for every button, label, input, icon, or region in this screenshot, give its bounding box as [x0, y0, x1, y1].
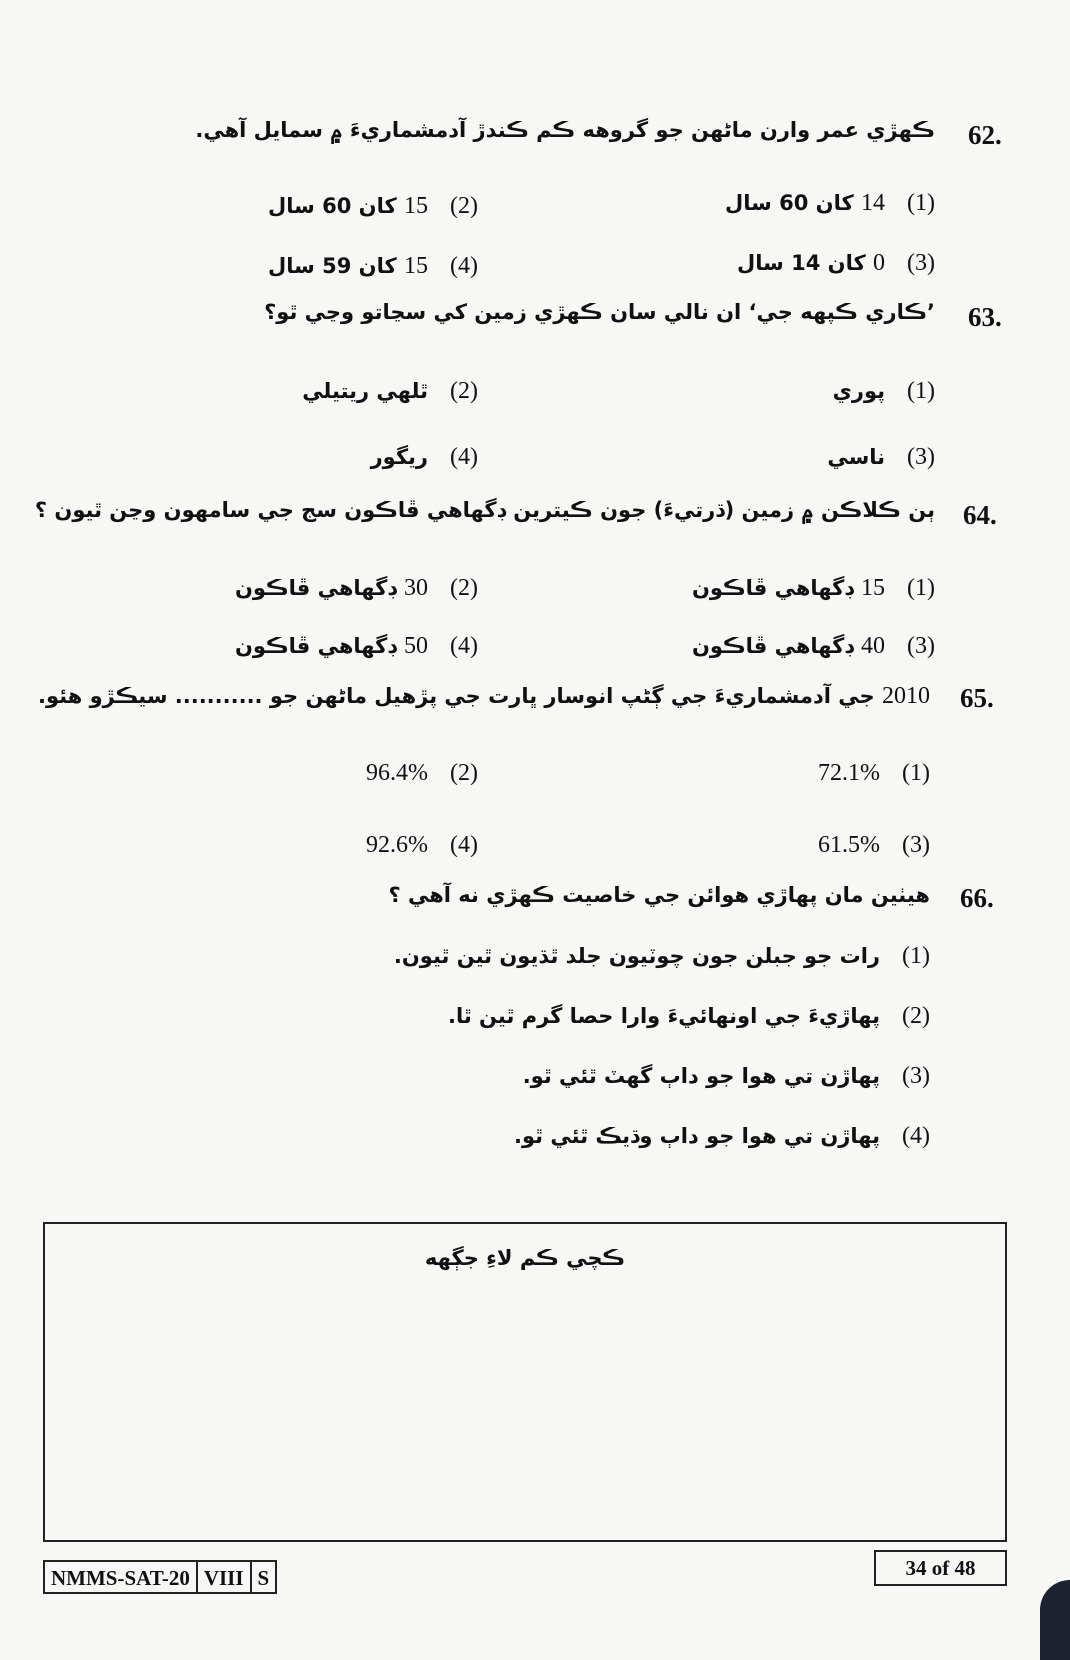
option-number: (1)	[907, 378, 935, 404]
option-number: (4)	[450, 832, 478, 858]
option-number: (1)	[902, 943, 930, 969]
option-text: 15 کان 60 سال	[268, 193, 429, 219]
binding-edge	[1040, 1580, 1070, 1660]
option-2[interactable]	[448, 1003, 930, 1030]
grade-label: VIII	[198, 1562, 252, 1592]
option-number: (4)	[450, 253, 478, 279]
option-text: پهاڙن تي هوا جو داٻ وڌيڪ ٿئي ٿو.	[514, 1124, 881, 1148]
option-text: 40 ڊگهاهي ڦاڪون	[691, 633, 886, 659]
question-number: 65.	[960, 683, 994, 713]
footer-exam-code	[43, 1560, 277, 1594]
option-4[interactable]	[366, 832, 478, 859]
question-number: 64.	[963, 500, 997, 530]
option-text: ناسي	[827, 445, 886, 469]
rough-work-box	[43, 1222, 1007, 1542]
option-number: (2)	[450, 575, 478, 601]
question-text: 2010 جي آدمشماريءَ جي ڳڻپ انوسار ڀارت جي پڙهيل ماڻهن جو ........... سيڪڙو هئو.	[38, 683, 930, 709]
option-2[interactable]	[235, 575, 478, 602]
option-1[interactable]	[818, 760, 930, 787]
option-number: (2)	[450, 193, 478, 219]
option-3[interactable]	[692, 633, 935, 660]
option-text: 15 کان 59 سال	[268, 253, 429, 279]
option-value: 92.6%	[366, 832, 429, 858]
option-value: 96.4%	[366, 760, 429, 786]
option-number: (2)	[902, 1003, 930, 1029]
option-4[interactable]	[514, 1123, 930, 1150]
option-number: (3)	[907, 250, 935, 276]
option-1[interactable]	[394, 943, 930, 970]
option-number: (3)	[907, 444, 935, 470]
option-number: (2)	[450, 378, 478, 404]
option-value: 72.1%	[818, 760, 881, 786]
option-2[interactable]	[366, 760, 478, 787]
question-text: ڪهڙي عمر وارن ماڻهن جو گروهه ڪم ڪندڙ آدمشماريءَ ۾ سمايل آهي.	[195, 118, 935, 142]
option-number: (4)	[450, 633, 478, 659]
question-number: 63.	[968, 302, 1002, 332]
option-1[interactable]	[833, 378, 935, 405]
option-text: رات جو جبلن جون چوٽيون جلد ٿڌيون ٿين ٿيون.	[393, 944, 881, 968]
option-text: 14 کان 60 سال	[725, 190, 886, 216]
option-text: 0 کان 14 سال	[737, 250, 886, 276]
option-text: ريگور	[370, 445, 429, 469]
option-number: (3)	[902, 1063, 930, 1089]
option-3[interactable]	[818, 832, 930, 859]
option-number: (1)	[907, 190, 935, 216]
option-number: (1)	[907, 575, 935, 601]
option-value: 61.5%	[818, 832, 881, 858]
option-2[interactable]	[302, 378, 478, 405]
option-number: (3)	[902, 832, 930, 858]
option-number: (4)	[902, 1123, 930, 1149]
rough-work-title: ڪچي ڪم لاءِ جڳهه	[424, 1246, 626, 1270]
option-3[interactable]	[737, 250, 935, 277]
option-text: پهاڙن تي هوا جو داٻ گهٽ ٿئي ٿو.	[522, 1064, 881, 1088]
option-number: (2)	[450, 760, 478, 786]
question-text: هيٺين مان پهاڙي هوائن جي خاصيت ڪهڙي نه آهي ؟	[388, 883, 930, 907]
option-1[interactable]	[692, 575, 935, 602]
option-number: (1)	[902, 760, 930, 786]
question-text: ’ڪاري ڪپهه جي‘ ان نالي سان ڪهڙي زمين کي سڃاتو وڃي ٿو؟	[264, 300, 935, 324]
question-number: 62.	[968, 120, 1002, 150]
option-text: 15 ڊگهاهي ڦاڪون	[691, 575, 886, 601]
option-3[interactable]	[523, 1063, 930, 1090]
option-2[interactable]	[268, 193, 478, 220]
option-3[interactable]	[827, 444, 935, 471]
option-text: 50 ڊگهاهي ڦاڪون	[234, 633, 429, 659]
page-number: 34 of 48	[874, 1550, 1007, 1586]
option-text: پهاڙيءَ جي اونهائيءَ وارا حصا گرم ٿين ٿا.	[447, 1004, 881, 1028]
option-4[interactable]	[371, 444, 478, 471]
option-text: ٿلهي ريتيلي	[302, 379, 429, 403]
option-text: پوري	[832, 379, 886, 403]
option-text: 30 ڊگهاهي ڦاڪون	[234, 575, 429, 601]
option-4[interactable]	[235, 633, 478, 660]
option-number: (3)	[907, 633, 935, 659]
option-1[interactable]	[725, 190, 935, 217]
question-text: ٻن ڪلاڪن ۾ زمين (ڌرتيءَ) جون ڪيترين ڊگهاهي ڦاڪون سج جي سامهون وڃن ٿيون ؟	[34, 498, 935, 522]
question-number: 66.	[960, 883, 994, 913]
option-4[interactable]	[268, 253, 478, 280]
language-label: S	[257, 1566, 270, 1590]
exam-code: NMMS-SAT-20	[45, 1562, 198, 1592]
option-number: (4)	[450, 444, 478, 470]
